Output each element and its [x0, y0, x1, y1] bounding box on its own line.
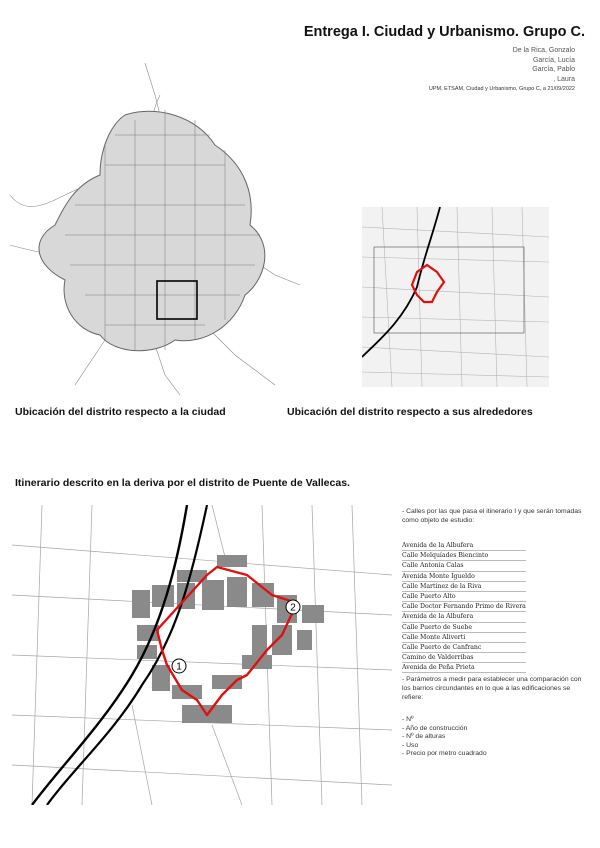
caption-city: Ubicación del distrito respecto a la ciudad — [15, 406, 226, 418]
street-item: Calle Melquíades Biencinto — [402, 551, 526, 561]
param-item: - Precio por metro cuadrado — [402, 750, 487, 757]
param-item: - Uso — [402, 741, 419, 749]
caption-itinerary: Itinerario descrito en la deriva por el distrito de Puente de Vallecas. — [15, 477, 350, 489]
params-intro: - Parámetros a medir para establecer una comparación con los barrios circundantes en lo que a las edificaciones se refiere: — [402, 676, 582, 701]
streets-intro: - Calles por las que pasa el itinerario I y que serán tomadas como objeto de estudio: — [402, 508, 582, 524]
route-marker-1 — [172, 659, 186, 673]
svg-text:1: 1 — [176, 661, 182, 673]
param-item: - Año de construcción — [402, 724, 468, 732]
street-item: Avenida de la Albufera — [402, 612, 526, 622]
street-item: Calle Puerto Alto — [402, 592, 526, 602]
street-item: Avenida Monte Igueldo — [402, 572, 526, 582]
street-item: Calle Monte Aliverti — [402, 633, 526, 643]
params-list — [402, 716, 587, 759]
street-item: Calle Doctor Fernando Primo de Rivera — [402, 602, 526, 612]
street-item: Calle Puerto de Suebe — [402, 623, 526, 633]
authors-list — [513, 46, 575, 84]
street-item: Avenida de Peña Prieta — [402, 663, 526, 673]
svg-text:2: 2 — [290, 602, 296, 614]
street-item: Calle Antonia Calas — [402, 561, 526, 571]
author-name: De la Rica, Gonzalo — [512, 47, 575, 54]
caption-surroundings: Ubicación del distrito respecto a sus alrededores — [287, 406, 533, 418]
param-item: - Nº de alturas — [402, 733, 446, 740]
route-map — [12, 505, 392, 805]
institution-line: UPM, ETSAM, Ciudad y Urbanismo, Grupo C, a 21/09/2022 — [428, 86, 575, 92]
route-marker-2 — [286, 600, 300, 614]
author-name: García, Lucía — [532, 56, 575, 64]
surroundings-map — [362, 207, 549, 387]
street-item: Camino de Valderribas — [402, 653, 526, 663]
city-map — [5, 55, 305, 395]
author-name: García, Pablo — [532, 66, 575, 73]
streets-list — [402, 541, 526, 673]
city-urban-area — [39, 111, 265, 350]
author-name: , Laura — [553, 75, 575, 83]
street-item: Calle Martínez de la Riva — [402, 582, 526, 592]
param-item: - Nº — [402, 716, 414, 723]
document-title: Entrega I. Ciudad y Urbanismo. Grupo C. — [303, 24, 585, 40]
street-item: Calle Puerto de Canfranc — [402, 643, 526, 653]
street-item: Avenida de la Albufera — [402, 541, 526, 551]
